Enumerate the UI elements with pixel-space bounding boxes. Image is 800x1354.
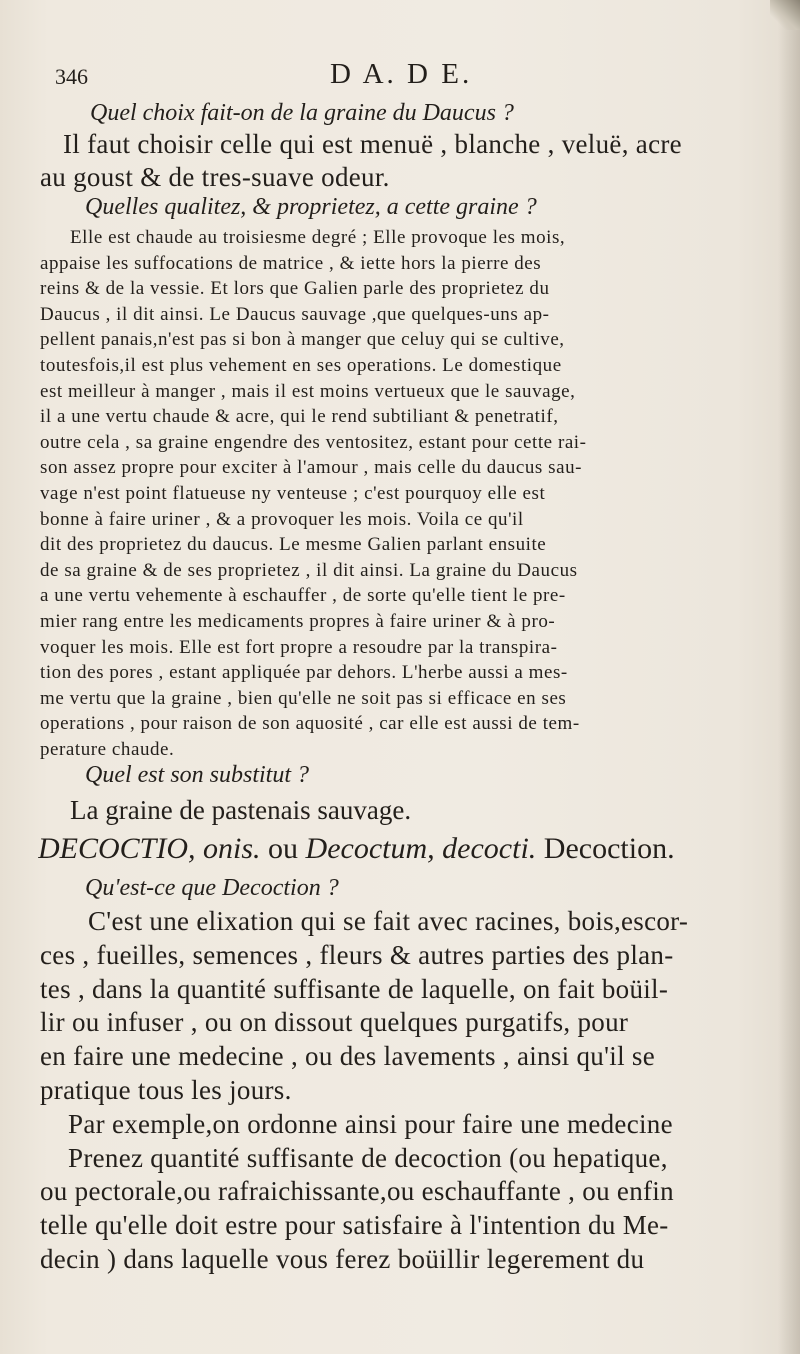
text-line: vage n'est point flatueuse ny venteuse ; c'est pourquoy elle est [40, 482, 546, 504]
text-line: son assez propre pour exciter à l'amour , mais celle du daucus sau- [40, 457, 583, 479]
text-line: est meilleur à manger , mais il est moins vertueux que le sauvage, [40, 380, 576, 402]
page-edge-shadow [778, 0, 800, 1354]
text-line: toutesfois,il est plus vehement en ses operations. Le domestique [40, 354, 562, 376]
text-line: ou pectorale,ou rafraichissante,ou eschauffante , ou enfin [40, 1176, 674, 1207]
text-line: tes , dans la quantité suffisante de laquelle, on fait boüil- [40, 973, 669, 1004]
text-line: au goust & de tres-suave odeur. [40, 162, 390, 192]
text-line: C'est une elixation qui se fait avec racines, bois,escor- [88, 906, 689, 936]
text-line: decin ) dans laquelle vous ferez boüillir legerement du [40, 1243, 645, 1274]
heading-latin-alt-genitive: , decocti. [427, 832, 537, 865]
question-what-is-decoction: Qu'est-ce que Decoction ? [85, 875, 339, 901]
heading-latin-genitive: , onis. [188, 832, 261, 865]
text-line: voquer les mois. Elle est fort propre a resoudre par la transpira- [40, 636, 558, 658]
text-line: Elle est chaude au troisiesme degré ; Elle provoque les mois, [70, 227, 566, 248]
running-head: D A. D E. [330, 58, 473, 90]
answer-what-is-decoction [40, 905, 766, 1277]
question-choice-of-seed: Quel choix fait-on de la graine du Daucus ? [90, 100, 514, 126]
text-line: perature chaude. [40, 738, 175, 760]
text-line: Il faut choisir celle qui est menuë , blanche , veluë, acre [63, 129, 682, 159]
question-qualities: Quelles qualitez, & proprietez, a cette graine ? [85, 194, 537, 220]
page-number: 346 [55, 64, 88, 89]
heading-french-term: Decoction. [536, 832, 675, 865]
text-line: il a une vertu chaude & acre, qui le rend subtiliant & penetratif, [40, 406, 559, 428]
text-line: tion des pores , estant appliquée par dehors. L'herbe aussi a mes- [40, 662, 568, 684]
text-line: lir ou infuser , ou on dissout quelques purgatifs, pour [40, 1007, 629, 1038]
heading-latin-term: DECOCTIO [38, 832, 189, 865]
answer-choice-of-seed [40, 128, 766, 194]
answer-substitute: La graine de pastenais sauvage. [70, 795, 412, 825]
answer-qualities [40, 225, 766, 762]
text-line: dit des proprietez du daucus. Le mesme Galien parlant ensuite [40, 534, 547, 556]
text-line: operations , pour raison de son aquosité , car elle est aussi de tem- [40, 713, 580, 735]
question-substitute: Quel est son substitut ? [85, 762, 310, 788]
text-line: appaise les suffocations de matrice , & iette hors la pierre des [40, 252, 542, 274]
text-line: pellent panais,n'est pas si bon à manger que celuy qui se cultive, [40, 329, 565, 351]
text-line: bonne à faire uriner , & a provoquer les mois. Voila ce qu'il [40, 508, 524, 530]
text-line: ces , fueilles, semences , fleurs & autres parties des plan- [40, 939, 674, 970]
text-line: me vertu que la graine , bien qu'elle ne soit pas si efficace en ses [40, 687, 567, 709]
text-line: outre cela , sa graine engendre des ventositez, estant pour cette rai- [40, 431, 587, 453]
entry-heading-decoctio [38, 830, 766, 868]
text-line: Prenez quantité suffisante de decoction (ou hepatique, [68, 1142, 668, 1173]
text-line: Daucus , il dit ainsi. Le Daucus sauvage ,que quelques-uns ap- [40, 303, 550, 325]
page-header [0, 58, 800, 98]
text-line: pratique tous les jours. [40, 1074, 292, 1105]
text-line: mier rang entre les medicaments propres à faire uriner & à pro- [40, 610, 556, 632]
text-line: a une vertu vehemente à eschauffer , de sorte qu'elle tient le pre- [40, 585, 566, 607]
text-line: reins & de la vessie. Et lors que Galien parle des proprietez du [40, 278, 550, 300]
page-corner-fold [770, 0, 800, 30]
text-line: Par exemple,on ordonne ainsi pour faire une medecine [68, 1108, 673, 1139]
text-line: telle qu'elle doit estre pour satisfaire à l'intention du Me- [40, 1210, 669, 1241]
heading-ou: ou [260, 832, 306, 865]
heading-latin-alt: Decoctum [305, 832, 428, 865]
text-line: en faire une medecine , ou des lavements , ainsi qu'il se [40, 1041, 656, 1072]
text-line: de sa graine & de ses proprietez , il dit ainsi. La graine du Daucus [40, 559, 578, 581]
